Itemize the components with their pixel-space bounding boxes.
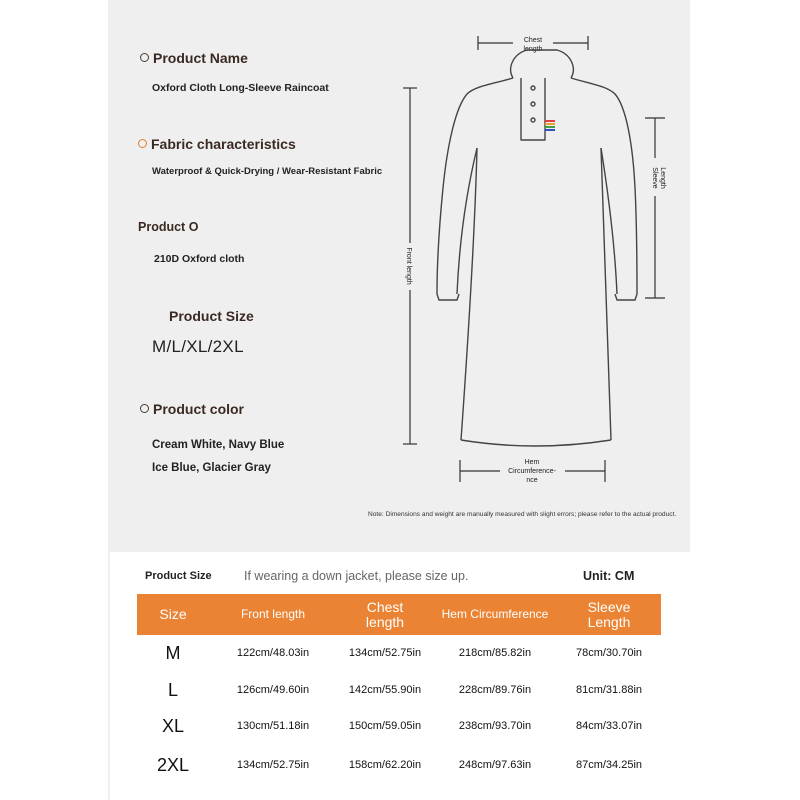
- cell-hem: 248cm/97.63in: [458, 759, 532, 771]
- circle-bullet-icon: [138, 139, 147, 148]
- header-chest-line1: Chest: [366, 598, 404, 615]
- chest-label-line1: Chest: [523, 37, 543, 44]
- cell-chest: 142cm/55.90in: [348, 684, 422, 696]
- material-title: Product O: [138, 220, 199, 234]
- table-row: [137, 750, 661, 780]
- sleeve-label-line1: Sleeve: [651, 167, 658, 189]
- cell-size: L: [167, 679, 178, 700]
- table-row: [137, 638, 661, 668]
- cell-chest: 158cm/62.20in: [348, 759, 422, 771]
- header-front-length: Front length: [240, 607, 306, 621]
- hem-label-line2: Circumference-: [508, 468, 556, 475]
- table-hint: If wearing a down jacket, please size up.: [244, 569, 469, 583]
- product-name-title: Product Name: [153, 50, 248, 66]
- hem-label-line3: nce: [526, 477, 538, 484]
- header-sleeve-line2: Length: [587, 613, 631, 630]
- color-block: [140, 401, 244, 417]
- header-chest-line2: length: [365, 613, 405, 630]
- sleeve-length-marker: [645, 118, 665, 298]
- color-value-line1: Cream White, Navy Blue: [152, 439, 285, 451]
- cell-front: 130cm/51.18in: [236, 720, 310, 732]
- size-value: M/L/XL/2XL: [152, 337, 244, 356]
- sleeve-label-line2: Length: [659, 167, 666, 189]
- front-length-label: Front length: [405, 247, 412, 285]
- cell-sleeve: 78cm/30.70in: [575, 647, 643, 659]
- table-row: [137, 711, 661, 741]
- rainbow-logo-icon: [545, 120, 555, 131]
- header-size: Size: [159, 606, 187, 622]
- fabric-title: Fabric characteristics: [151, 136, 296, 152]
- product-name-value: Oxford Cloth Long-Sleeve Raincoat: [152, 82, 329, 94]
- color-value-line2: Ice Blue, Glacier Gray: [152, 462, 271, 474]
- cell-front: 126cm/49.60in: [236, 684, 310, 696]
- cell-size: M: [165, 642, 181, 663]
- table-unit: Unit: CM: [583, 569, 635, 583]
- cell-hem: 218cm/85.82in: [458, 647, 532, 659]
- hem-label-line1: Hem: [524, 459, 540, 466]
- header-sleeve-line1: Sleeve: [587, 598, 631, 615]
- cell-sleeve: 81cm/31.88in: [575, 684, 643, 696]
- table-row: [137, 675, 661, 705]
- cell-chest: 150cm/59.05in: [348, 720, 422, 732]
- cell-chest: 134cm/52.75in: [348, 647, 422, 659]
- size-table-header: [137, 594, 661, 635]
- cell-hem: 228cm/89.76in: [458, 684, 532, 696]
- cell-hem: 238cm/93.70in: [458, 720, 532, 732]
- cell-size: XL: [161, 715, 185, 736]
- raincoat-diagram: [395, 28, 685, 498]
- cell-front: 134cm/52.75in: [236, 759, 310, 771]
- cell-sleeve: 87cm/34.25in: [575, 759, 643, 771]
- chest-label-line2: length: [523, 46, 543, 53]
- header-hem: Hem Circumference: [441, 607, 549, 621]
- header-chest-length: [337, 594, 433, 635]
- cell-front: 122cm/48.03in: [236, 647, 310, 659]
- material-value: 210D Oxford cloth: [154, 253, 245, 265]
- raincoat-outline: [437, 50, 637, 446]
- product-name-block: [140, 50, 248, 66]
- cell-sleeve: 84cm/33.07in: [575, 720, 643, 732]
- fabric-value: Waterproof & Quick-Drying / Wear-Resistant Fabric: [152, 166, 383, 177]
- header-sleeve-length: [557, 594, 661, 635]
- fabric-block: [138, 136, 296, 152]
- circle-bullet-icon: [140, 404, 149, 413]
- measurement-note: Note: Dimensions and weight are manually measured with slight errors; please refer to the actual product.: [368, 511, 677, 518]
- circle-bullet-icon: [140, 53, 149, 62]
- table-label: Product Size: [145, 570, 212, 582]
- size-title: Product Size: [169, 308, 254, 324]
- cell-size: 2XL: [156, 754, 190, 775]
- color-title: Product color: [153, 401, 245, 417]
